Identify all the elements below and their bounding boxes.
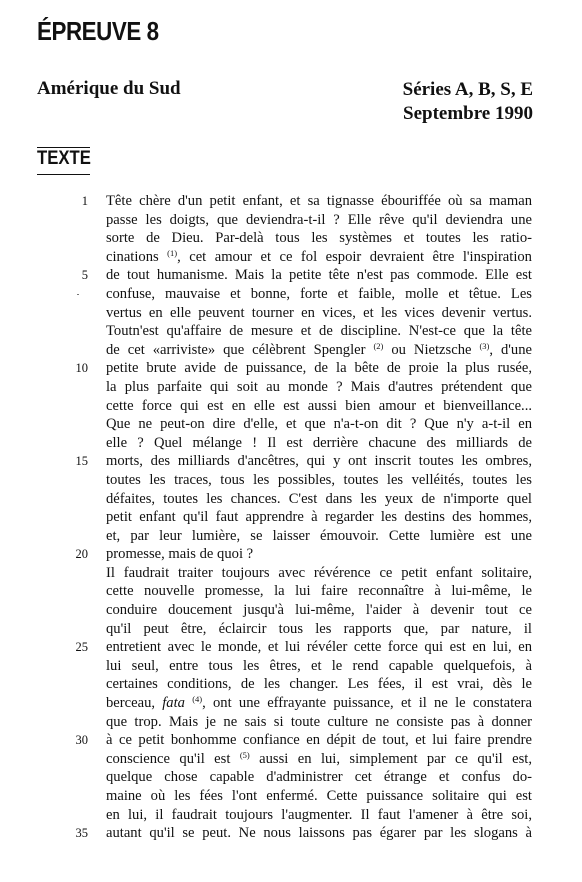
line-text: promesse, mais de quoi ? bbox=[106, 546, 254, 563]
text-line bbox=[0, 397, 582, 416]
text-line bbox=[0, 527, 582, 546]
line-text: à ce petit bonhomme confiance en dépit de tout, et lui faire prendre bbox=[106, 732, 532, 749]
line-text: autant qu'il se peut. Ne nous laissons pas égarer par les slogans à bbox=[106, 825, 532, 842]
line-text: passe les doigts, que deviendra-t-il ? Elle rêve qu'il deviendra une bbox=[106, 211, 532, 228]
line-text: en lui, il faudrait toujours l'augmenter. Il faut l'amener à être soi, bbox=[106, 806, 532, 823]
line-text: elle ? Quel mélange ! Il est derrière chacune des milliards de bbox=[106, 434, 532, 451]
text-line bbox=[0, 304, 582, 323]
exam-region: Amérique du Sud bbox=[37, 78, 181, 99]
text-line bbox=[0, 601, 582, 620]
text-line bbox=[0, 824, 582, 843]
text-line bbox=[0, 675, 582, 694]
line-text: berceau, fata $^{(4)}$, ont une effrayante puissance, et il ne le constatera bbox=[106, 694, 532, 712]
line-text: vertus en elle peuvent tourner en vices, et les vices devenir vertus. bbox=[106, 304, 532, 321]
text-line bbox=[0, 471, 582, 490]
line-text: sorte de Dieu. Par-delà tous les systèmes et toutes les ratio- bbox=[106, 230, 532, 247]
line-text: conscience qu'il est $^{(5)}$ aussi en lui, simplement par ce qu'il est, bbox=[106, 749, 532, 767]
line-text: qu'il peut être, éclaircir tous les rapports que, par nature, il bbox=[106, 620, 532, 637]
text-line bbox=[0, 694, 582, 713]
line-text: de cet «arriviste» que célèbrent Spengler $^{(2)}$ ou Nietzsche $^{(3)}$, d'une bbox=[106, 340, 532, 358]
line-text: quelque chose capable d'administrer cet étrange et confus do- bbox=[106, 769, 532, 786]
text-line bbox=[0, 490, 582, 509]
text-line bbox=[0, 322, 582, 341]
line-number: 10 bbox=[75, 361, 88, 376]
line-text: cette force qui est en elle est aussi bien amour et bienveillance... bbox=[106, 397, 532, 414]
text-line bbox=[0, 229, 582, 248]
text-line bbox=[0, 713, 582, 732]
line-text: que trop. Mais je ne sais si toute culture ne consiste pas à donner bbox=[106, 713, 532, 730]
text-line bbox=[0, 211, 582, 230]
text-line bbox=[0, 452, 582, 471]
text-line bbox=[0, 341, 582, 360]
exam-series: Séries A, B, S, E bbox=[402, 79, 533, 100]
text-line bbox=[0, 266, 582, 285]
line-number: 35 bbox=[75, 826, 88, 841]
text-line bbox=[0, 582, 582, 601]
text-line bbox=[0, 192, 582, 211]
line-text: petit enfant qu'il faut apprendre à regarder les destins des hommes, bbox=[106, 509, 532, 526]
text-line bbox=[0, 768, 582, 787]
text-line bbox=[0, 731, 582, 750]
text-line bbox=[0, 545, 582, 564]
text-line bbox=[0, 508, 582, 527]
line-number: 25 bbox=[75, 640, 88, 655]
line-text: Toutn'est qu'affaire de mesure et de discipline. N'est-ce que la tête bbox=[106, 323, 532, 340]
line-number: 1 bbox=[81, 194, 88, 208]
line-number: 5 bbox=[81, 268, 88, 283]
exam-date: Septembre 1990 bbox=[403, 103, 533, 124]
text-line bbox=[0, 750, 582, 769]
line-text: la plus parfaite qui soit au monde ? Mais d'autres prétendent que bbox=[106, 378, 532, 395]
text-body bbox=[0, 192, 582, 843]
line-text: Tête chère d'un petit enfant, et sa tignasse ébouriffée où sa maman bbox=[106, 193, 532, 209]
line-text: certaines conditions, de les changer. Les fées, il est vrai, dès le bbox=[106, 676, 532, 693]
line-text: Que ne peut-on dire d'elle, et que n'a-t-on dit ? Que n'y a-t-il en bbox=[106, 416, 532, 433]
heading-rule-bottom bbox=[37, 174, 90, 175]
text-line bbox=[0, 359, 582, 378]
line-text: confuse, mauvaise et bonne, forte et faible, molle et têtue. Les bbox=[106, 285, 532, 302]
line-number: 15 bbox=[75, 454, 88, 469]
line-text: de tout humanisme. Mais la petite tête n'est pas commode. Elle est bbox=[106, 267, 532, 284]
line-text: cinations $^{(1)}$, cet amour et ce fol espoir devraient être l'inspiration bbox=[106, 247, 532, 265]
text-line bbox=[0, 657, 582, 676]
text-line bbox=[0, 415, 582, 434]
text-line bbox=[0, 620, 582, 639]
line-text: et, par leur lumière, se laisser émouvoir. Cette lumière est une bbox=[106, 527, 532, 544]
text-line bbox=[0, 378, 582, 397]
line-text: conduire doucement jusqu'à lui-même, l'aider à devenir tout ce bbox=[106, 602, 532, 619]
exam-series-block bbox=[403, 78, 533, 126]
line-text: morts, des milliards d'ancêtres, qui y ont inscrit toutes les ombres, bbox=[106, 453, 532, 470]
line-text: entretient avec le monde, et lui révéler cette force qui est en lui, en bbox=[106, 639, 532, 656]
exam-title: ÉPREUVE 8 bbox=[37, 16, 159, 46]
line-text: Il faudrait traiter toujours avec révérence ce petit enfant solitaire, bbox=[106, 564, 532, 581]
line-number: 20 bbox=[75, 547, 88, 562]
text-line bbox=[0, 434, 582, 453]
section-title: TEXTE bbox=[37, 148, 91, 169]
text-line bbox=[0, 806, 582, 825]
line-number: 30 bbox=[75, 733, 88, 748]
text-line bbox=[0, 285, 582, 304]
text-line bbox=[0, 248, 582, 267]
text-line bbox=[0, 564, 582, 583]
line-text: défaites, toutes les chances. C'est dans les yeux de n'importe quel bbox=[106, 490, 532, 507]
text-line bbox=[0, 787, 582, 806]
line-text: maine où les fées l'ont enfermé. Cette puissance solitaire qui est bbox=[106, 788, 532, 804]
line-text: cette nouvelle promesse, la lui faire reconnaître à lui-même, le bbox=[106, 583, 532, 600]
line-text: lui seul, entre tous les êtres, et le rend capable quelquefois, à bbox=[106, 657, 532, 674]
line-text: petite brute avide de puissance, de la bête de proie la plus rusée, bbox=[106, 360, 532, 377]
line-text: toutes les traces, tous les possibles, toutes les velléités, toutes les bbox=[106, 471, 532, 488]
text-line bbox=[0, 638, 582, 657]
